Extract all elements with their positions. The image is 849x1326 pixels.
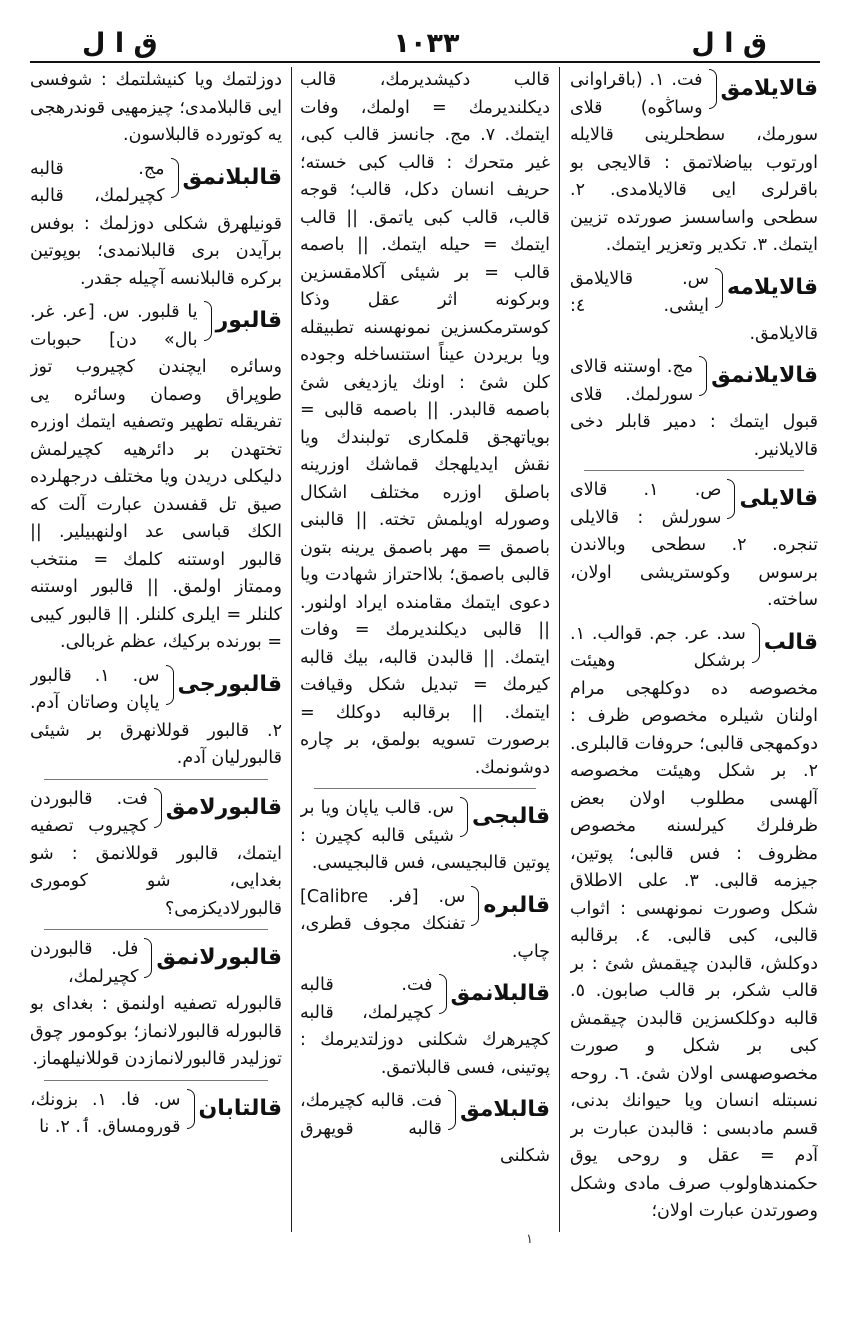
page-number: ١٠٣٣ — [393, 28, 460, 59]
signature-mark: ١ — [526, 1232, 533, 1247]
dictionary-entry — [570, 266, 818, 349]
header-section-letters-left: ق ا ل — [82, 28, 158, 59]
dictionary-entry — [30, 663, 282, 773]
dictionary-entry — [570, 477, 818, 615]
entry-headword: قالبلانمق — [439, 972, 550, 1014]
entry-headword: قالبلانمق — [171, 156, 282, 198]
dictionary-entry — [570, 621, 818, 1226]
entry-definition: دوزلتمك ويا كنيشلتمك : شوفسى ايى قالبلامدى؛ چيزمهيى قوندرهجى يه كوتورده قالبلاسون. — [30, 70, 282, 145]
dictionary-entry — [30, 299, 282, 657]
entry-definition: يا قلبور. س. [عر. غر. بال» دن] حبوبات وسائره ايچندن كچيروب توز طوپراق وصمان وسائره يى تفريقله تطهير وتصفيه ايتمك اوزره تختهدن بر دائرهيه كچيرلمش دليكلى دريدن ويا مختلف درجهلرده صيق تل قفسدن عبارت آلت كه الكك قباسى عد اولنهبيلير. || قالبور اوستنه كلمك = منتخب وممتاز اولمق. || قالبور اوستنه كلنلر = ايلرى كلنلر. || قالبور كيبى = بورنده بركيك، عظم غربالى. — [30, 302, 282, 652]
page-header — [34, 22, 819, 62]
entry-headword: قالايلانمق — [699, 354, 818, 396]
entry-definition: ص. ١. قالاى سورلش : قالايلى تنجره. ٢. سطحى وبالاندن برسوس وكوستريشى اولان، ساخته. — [570, 480, 818, 610]
entry-headword: قالبور — [204, 299, 282, 341]
entry-headword: قالايلى — [727, 477, 818, 519]
entry-headword: قالبورلانمق — [144, 936, 282, 978]
header-section-letters-right: ق ا ل — [691, 28, 767, 59]
dictionary-entry — [30, 1087, 282, 1142]
entry-definition: س. [فر. Calibre] تفنكك مجوف قطرى، چاپ. — [300, 886, 550, 962]
entry-definition: س. فا. ١. بزونك، قورومساق. ٲ. ٢. نا — [30, 1089, 181, 1137]
entry-headword: قالبورجى — [166, 663, 282, 705]
column-divider-right — [559, 67, 560, 1232]
entry-definition: فل. قالبوردن كچيرلمك، قالبورله تصفيه اولنمق : بغداى بو قالبورله قالبورلانماز؛ بوكومور چوق توزليدر قالبورلانمازدن قوللانيلهماز. — [30, 939, 282, 1069]
dictionary-entry-continued — [300, 67, 550, 782]
entry-headword: قالب — [752, 621, 818, 663]
entry-definition: فت. قالبه كچيرلمك، قالبه كچيرهرك شكلنى دوزلتديرمك : پوتينى، فسى قالبلاتمق. — [300, 975, 550, 1078]
dictionary-entry — [30, 786, 282, 924]
entry-headword: قالبجى — [460, 795, 550, 837]
entry-definition: قالب دكيشديرمك، قالب ديكلنديرمك = اولمك، وفات ايتمك. ٧. مج. جانسز قالب كبى، غير متحرك : قالب كبى خسته؛ حريف انسان دكل، قالب؛ قوجه قالب، قالب كبى ياتمق. || قالب ايتمك = حيله ايتمك. || باصمه قالب = بر شيئى آكلامقسزين وبركونه اثر عقل وذكا كوسترمكسزين نمونهسنه تطبيقله ويا بريردن عيناً استنساخله وجوده كلن شئ : اونك يازديغى شئ باصمه قالبدر. || باصمه قالبى = بوياتهجق قلمكارى تولبندك ويا نقش ايديلهجك قماشك اوزرينه باصلق اوزره مختلف اشكال وصورله اويلمش تخته. || قالبنى باصمق = مهر باصمق يرينه بتون قالبى باصمق؛ بلااحتراز شهادت ويا دعوى ايتمك مقامنده ايراد اولنور. || قالبى ديكلنديرمك = وفات ايتمك. || قالبدن قالبه، بيك قالبه كيرمك = تبديل شكل وقيافت ايتمك. || برقالبه دوكلك = برصورت تسويه بولمق، بر چاره دوشونمك. — [300, 70, 550, 778]
dictionary-entry — [300, 1088, 550, 1171]
entry-separator — [44, 929, 268, 930]
entry-definition: س. قالب ياپان ويا بر شيئى قالبه كچيرن : پوتين قالبجيسى، فس قالبجيسى. — [300, 798, 550, 873]
entry-headword: قالايلامق — [709, 67, 818, 109]
dictionary-entry — [300, 795, 550, 878]
entry-definition: س. ١. قالبور ياپان وصاتان آدم. ٢. قالبور قوللانهرق بر شيئى قالبورليان آدم. — [30, 665, 282, 768]
column-divider-left — [291, 67, 292, 1232]
dictionary-entry — [570, 354, 818, 464]
right-column — [570, 67, 818, 1237]
entry-definition: مج. اوستنه قالاى سورلمك. قلاى قبول ايتمك : دمير قابلر دخى قالايلانير. — [570, 357, 818, 460]
dictionary-entry — [570, 67, 818, 260]
entry-definition: مج. قالبه كچيرلمك، قالبه قونيلهرق شكلى دوزلمك : بوفس برآيدن برى قالبلانمدى؛ بوپوتين بركره قالبلانسه آچيله جقدر. — [30, 158, 282, 289]
entry-headword: قالبورلامق — [154, 786, 282, 828]
entry-separator — [314, 788, 536, 789]
entry-separator — [584, 470, 804, 471]
entry-headword: قالايلامه — [715, 266, 818, 308]
entry-definition: فت. قالبه كچيرمك، قالبه قويهرق شكلنى — [300, 1091, 550, 1166]
dictionary-entry — [300, 884, 550, 967]
entry-headword: قالبره — [471, 884, 550, 926]
dictionary-entry — [300, 972, 550, 1082]
header-rule — [30, 61, 820, 63]
left-column — [30, 67, 282, 1237]
entry-definition: فت. قالبوردن كچيروب تصفيه ايتمك، قالبور قوللانمق : شو بغدايى، شو كومورى قالبورلاديكزمى؟ — [30, 788, 282, 919]
dictionary-entry — [30, 156, 282, 294]
dictionary-entry — [30, 936, 282, 1074]
entry-separator — [44, 779, 268, 780]
entry-definition: سد. عر. جم. قوالب. ١. برشكل وهيئت مخصوصه ده دوكلهجى مرام اولنان شيلره مخصوص ظرف : دوكمهجى قالبى؛ حروفات قالبلرى. ٢. بر شكل وهيئت مخصوصه آلهسى مطلوب اولان بعض ظرفلرك كيرلسنه مخصوص مظروف : فس قالبى؛ پوتين، جيزمه قالبى. ٣. على الاطلاق شكل وصورت نمونهسى : اثواب قالبى، كبى قالبى. ٤. برقالبه دوكلش، قالبدن چيقمش شئ : بر قالب شكر، بر قالب صابون. ٥. قالبه دوكلكسزين قالبدن چيقمش كبى بر شكل و صورت مخصوصهسى اولان شئ. ٦. روحه نسبتله انسان ويا حيوانك بدنى، قسم مادبسى : قالبدن عبارت بر آدم = عقل و روحى يوق حكمندهاولوب صرف مادى وشكل وصورتدن عبارت اولان؛ — [570, 623, 818, 1221]
entry-definition: س. قالايلامق ايشى. ٤: قالايلامق. — [570, 268, 818, 344]
entry-separator — [44, 1080, 268, 1081]
entry-definition: فت. ١. (باقراوانى وساڭوه) قلاى سورمك، سطحلرينى قالايله اورتوب بياضلاتمق : قالايجى بو باقرلرى ايى قالايلامدى. ٢. سطحى واساسسز صورتده تزيين ايتمك. ٣. تكدير وتعزير ايتمك. — [570, 70, 818, 255]
entry-headword: قالتابان — [187, 1087, 282, 1129]
middle-column — [300, 67, 550, 1237]
entry-headword: قالبلامق — [448, 1088, 550, 1130]
dictionary-entry-continued — [30, 67, 282, 150]
